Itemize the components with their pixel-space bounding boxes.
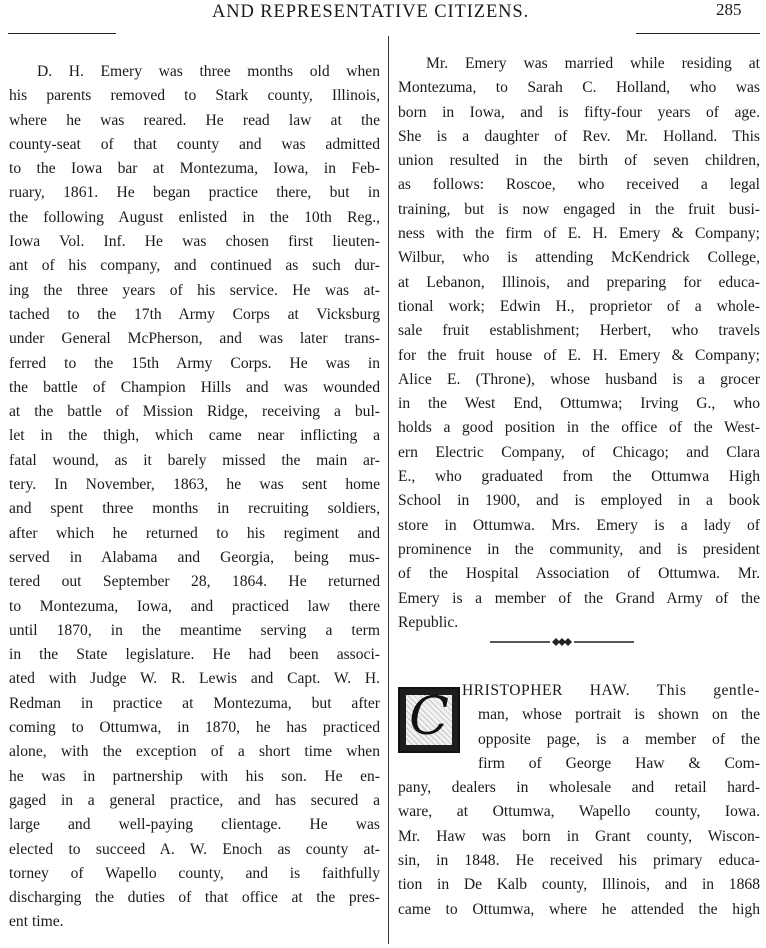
text-line: ferred to the 15th Army Corps. He was in — [9, 354, 380, 372]
text-line: his parents removed to Stark county, Illinois, — [9, 87, 380, 105]
text-line: the battle of Champion Hills and was wounded — [9, 378, 380, 396]
text-line: sin, in 1848. He received his primary educa- — [398, 852, 760, 870]
column-divider — [388, 36, 389, 944]
text-line: discharging the duties of that office at the pres- — [9, 889, 380, 907]
text-line: man, whose portrait is shown on the — [478, 706, 760, 724]
drop-cap-wrap — [462, 679, 760, 776]
text-line: Montezuma, to Sarah C. Holland, who was — [398, 79, 760, 97]
header-rule-right — [636, 33, 760, 34]
text-line: county-seat of that county and was admitted — [9, 135, 380, 153]
text-line: store in Ottumwa. Mrs. Emery is a lady of — [398, 516, 760, 534]
text-line: under General McPherson, and was later trans- — [9, 330, 380, 348]
text-line: tered out September 28, 1864. He returned — [9, 573, 380, 591]
ornament-diamond — [564, 638, 572, 646]
text-line: firm of George Haw & Com- — [478, 754, 760, 772]
text-line: ruary, 1861. He began practice there, but in — [9, 184, 380, 202]
text-line: served in Alabama and Georgia, being mus- — [9, 548, 380, 566]
text-line: holds a good position in the office of the West- — [398, 419, 760, 437]
text-line: for the fruit house of E. H. Emery & Company; — [398, 346, 760, 364]
text-line: the following August enlisted in the 10th Reg., — [9, 208, 380, 226]
text-line: pany, dealers in wholesale and retail hard- — [398, 779, 760, 797]
text-line: in the State legislature. He had been associ- — [9, 646, 380, 664]
drop-cap — [398, 687, 460, 753]
text-line: of the Hospital Association of Ottumwa. Mr. — [398, 565, 760, 583]
text-line: born in Iowa, and is fifty-four years of age. — [398, 103, 760, 121]
text-line: D. H. Emery was three months old when — [37, 63, 380, 80]
text-line: alone, with the exception of a short time when — [9, 743, 380, 761]
text-line: Republic. — [398, 613, 459, 631]
text-line: HRISTOPHER HAW. This gentle- — [462, 682, 760, 699]
text-line: tion in De Kalb county, Illinois, and in 1868 — [398, 876, 760, 894]
text-line: prominence in the community, and is president — [398, 540, 760, 558]
text-line: where he was reared. He read law at the — [9, 111, 380, 129]
text-line: School in 1900, and is employed in a book — [398, 492, 760, 510]
text-line: torney of Wapello county, and is faithfully — [9, 864, 380, 882]
text-line: ness with the firm of E. H. Emery & Company; — [398, 225, 760, 243]
text-line: after which he returned to his regiment and — [9, 524, 380, 542]
text-line: coming to Ottumwa, in 1870, he has practiced — [9, 719, 380, 737]
text-line: and spent three months in recruiting soldiers, — [9, 500, 380, 518]
left-column — [9, 60, 380, 935]
text-line: gaged in a general practice, and has secured a — [9, 791, 380, 809]
section-ornament — [490, 634, 634, 650]
right-column — [398, 52, 760, 635]
text-line: ent time. — [9, 913, 64, 931]
text-line: Redman in practice at Montezuma, but after — [9, 694, 380, 712]
text-line: fatal wound, as it barely missed the main ar- — [9, 451, 380, 469]
header-rule-left — [8, 33, 116, 34]
text-line: tery. In November, 1863, he was sent home — [9, 476, 380, 494]
text-line: large and well-paying clientage. He was — [9, 816, 380, 834]
page-header — [0, 2, 766, 26]
text-line: ware, at Ottumwa, Wapello county, Iowa. — [398, 803, 760, 821]
text-line: elected to succeed A. W. Enoch as county at- — [9, 840, 380, 858]
drop-cap-letter: C — [409, 687, 449, 747]
text-line: sale fruit establishment; Herbert, who travels — [398, 322, 760, 340]
text-line: union resulted in the birth of seven children, — [398, 152, 760, 170]
running-head: AND REPRESENTATIVE CITIZENS. — [212, 2, 530, 22]
text-line: as follows: Roscoe, who received a legal — [398, 176, 760, 194]
text-line: came to Ottumwa, where he attended the high — [398, 900, 760, 918]
text-line: tional work; Edwin H., proprietor of a whole- — [398, 297, 760, 315]
text-line: opposite page, is a member of the — [478, 730, 760, 748]
text-line: E., who graduated from the Ottumwa High — [398, 468, 760, 486]
text-line: Mr. Haw was born in Grant county, Wiscon- — [398, 827, 760, 845]
text-line: Iowa Vol. Inf. He was chosen first lieuten- — [9, 233, 380, 251]
text-line: She is a daughter of Rev. Mr. Holland. This — [398, 127, 760, 145]
text-line: he was in partnership with his son. He en- — [9, 767, 380, 785]
text-line: until 1870, in the meantime serving a term — [9, 621, 380, 639]
text-line: to Montezuma, Iowa, and practiced law there — [9, 597, 380, 615]
text-line: ern Electric Company, of Chicago; and Clara — [398, 443, 760, 461]
text-line: at Lebanon, Illinois, and preparing for educa- — [398, 273, 760, 291]
text-line: Mr. Emery was married while residing at — [426, 55, 760, 72]
text-line: ing the three years of his service. He was at- — [9, 281, 380, 299]
text-line: ated with Judge W. R. Lewis and Capt. W. H. — [9, 670, 380, 688]
text-line: let in the thigh, which came near inflicting a — [9, 427, 380, 445]
text-line: Emery is a member of the Grand Army of the — [398, 589, 760, 607]
text-line: ant of his company, and continued as such dur- — [9, 257, 380, 275]
text-line: Alice E. (Throne), whose husband is a grocer — [398, 370, 760, 388]
text-line: tached to the 17th Army Corps at Vicksburg — [9, 305, 380, 323]
text-line: at the battle of Mission Ridge, receiving a bul- — [9, 403, 380, 421]
page-number: 285 — [716, 0, 742, 19]
text-line: to the Iowa bar at Montezuma, Iowa, in Feb- — [9, 160, 380, 178]
text-line: Wilbur, who is attending McKendrick College, — [398, 249, 760, 267]
haw-section — [398, 679, 760, 922]
text-line: training, but is now engaged in the fruit busi- — [398, 200, 760, 218]
text-line: in the West End, Ottumwa; Irving G., who — [398, 395, 760, 413]
